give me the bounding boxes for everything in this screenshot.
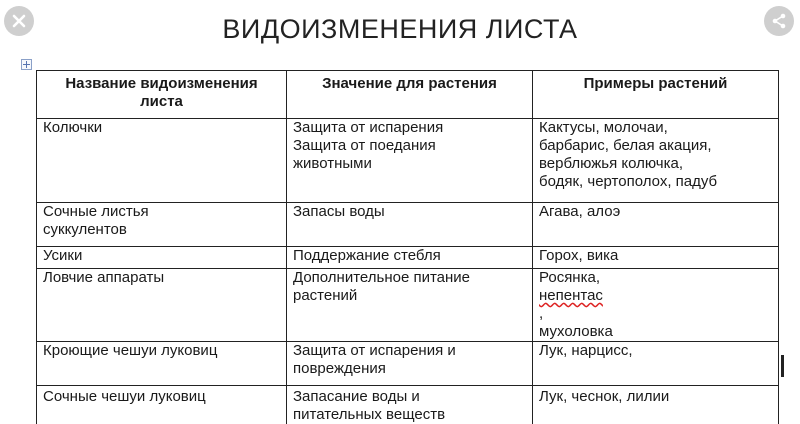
cell-line: Лук, нарцисс, <box>539 342 633 359</box>
column-header-line: Название <box>65 75 137 92</box>
cell-line: мухоловка <box>539 323 613 340</box>
cell-line <box>539 269 772 323</box>
table-row <box>37 203 779 247</box>
cell-name <box>37 203 287 247</box>
cell-name <box>37 386 287 424</box>
text-cursor <box>781 355 784 377</box>
cell-line: питательных веществ <box>293 406 446 423</box>
spellcheck-word: непентас <box>539 287 603 304</box>
table-row <box>37 269 779 342</box>
cell-name <box>37 247 287 269</box>
column-header-line: Примеры растений <box>583 75 728 92</box>
leaf-modifications-table <box>36 70 779 424</box>
cell-line: Защита от испарения и <box>293 342 456 359</box>
cell-line: Кактусы, молочаи, <box>539 119 668 136</box>
cell-meaning <box>287 342 533 386</box>
example-text: , <box>539 305 544 322</box>
cell-examples <box>533 269 779 342</box>
table-row <box>37 247 779 269</box>
cell-name <box>37 342 287 386</box>
cell-examples <box>533 203 779 247</box>
cell-examples <box>533 119 779 203</box>
column-header-line: видоизменения листа <box>140 75 258 110</box>
cell-line: Горох, вика <box>539 247 619 264</box>
cell-line: Сочные чешуи луковиц <box>43 388 206 405</box>
cell-line: Лук, чеснок, лилии <box>539 388 670 405</box>
document-title: ВИДОИЗМЕНЕНИЯ ЛИСТА <box>222 14 578 44</box>
cell-line: растений <box>293 287 358 304</box>
cell-line: Агава, алоэ <box>539 203 621 220</box>
column-header-name <box>37 71 287 119</box>
cell-line: Ловчие аппараты <box>43 269 165 286</box>
cell-line: суккулентов <box>43 221 127 238</box>
cell-name <box>37 119 287 203</box>
cell-examples <box>533 247 779 269</box>
column-header-examples <box>533 71 779 119</box>
cell-meaning <box>287 247 533 269</box>
table-row <box>37 342 779 386</box>
cell-line: Защита от испарения <box>293 119 444 136</box>
cell-line: Сочные листья <box>43 203 149 220</box>
cell-meaning <box>287 119 533 203</box>
cell-line: барбарис, белая акация, <box>539 137 712 154</box>
table-header-row <box>37 71 779 119</box>
cell-meaning <box>287 203 533 247</box>
cell-line: Кроющие чешуи луковиц <box>43 342 218 359</box>
cell-meaning <box>287 269 533 342</box>
cell-line: повреждения <box>293 360 386 377</box>
example-text: Росянка, <box>539 269 600 286</box>
cell-line: животными <box>293 155 372 172</box>
cell-line: Запасы воды <box>293 203 385 220</box>
cell-name <box>37 269 287 342</box>
cell-line: Защита от поедания <box>293 137 436 154</box>
cell-examples <box>533 386 779 424</box>
table-row <box>37 119 779 203</box>
cell-line: Запасание воды и <box>293 388 420 405</box>
cell-line: Усики <box>43 247 83 264</box>
column-header-line: Значение для растения <box>322 75 497 92</box>
cell-line: Дополнительное питание <box>293 269 471 286</box>
cell-line: Поддержание стебля <box>293 247 441 264</box>
cell-meaning <box>287 386 533 424</box>
table-row <box>37 386 779 424</box>
cell-line: Колючки <box>43 119 103 136</box>
cell-examples <box>533 342 779 386</box>
cell-line: бодяк, чертополох, падуб <box>539 173 718 190</box>
column-header-meaning <box>287 71 533 119</box>
move-icon <box>23 61 30 68</box>
cell-line: верблюжья колючка, <box>539 155 684 172</box>
table-move-handle[interactable] <box>21 59 32 70</box>
